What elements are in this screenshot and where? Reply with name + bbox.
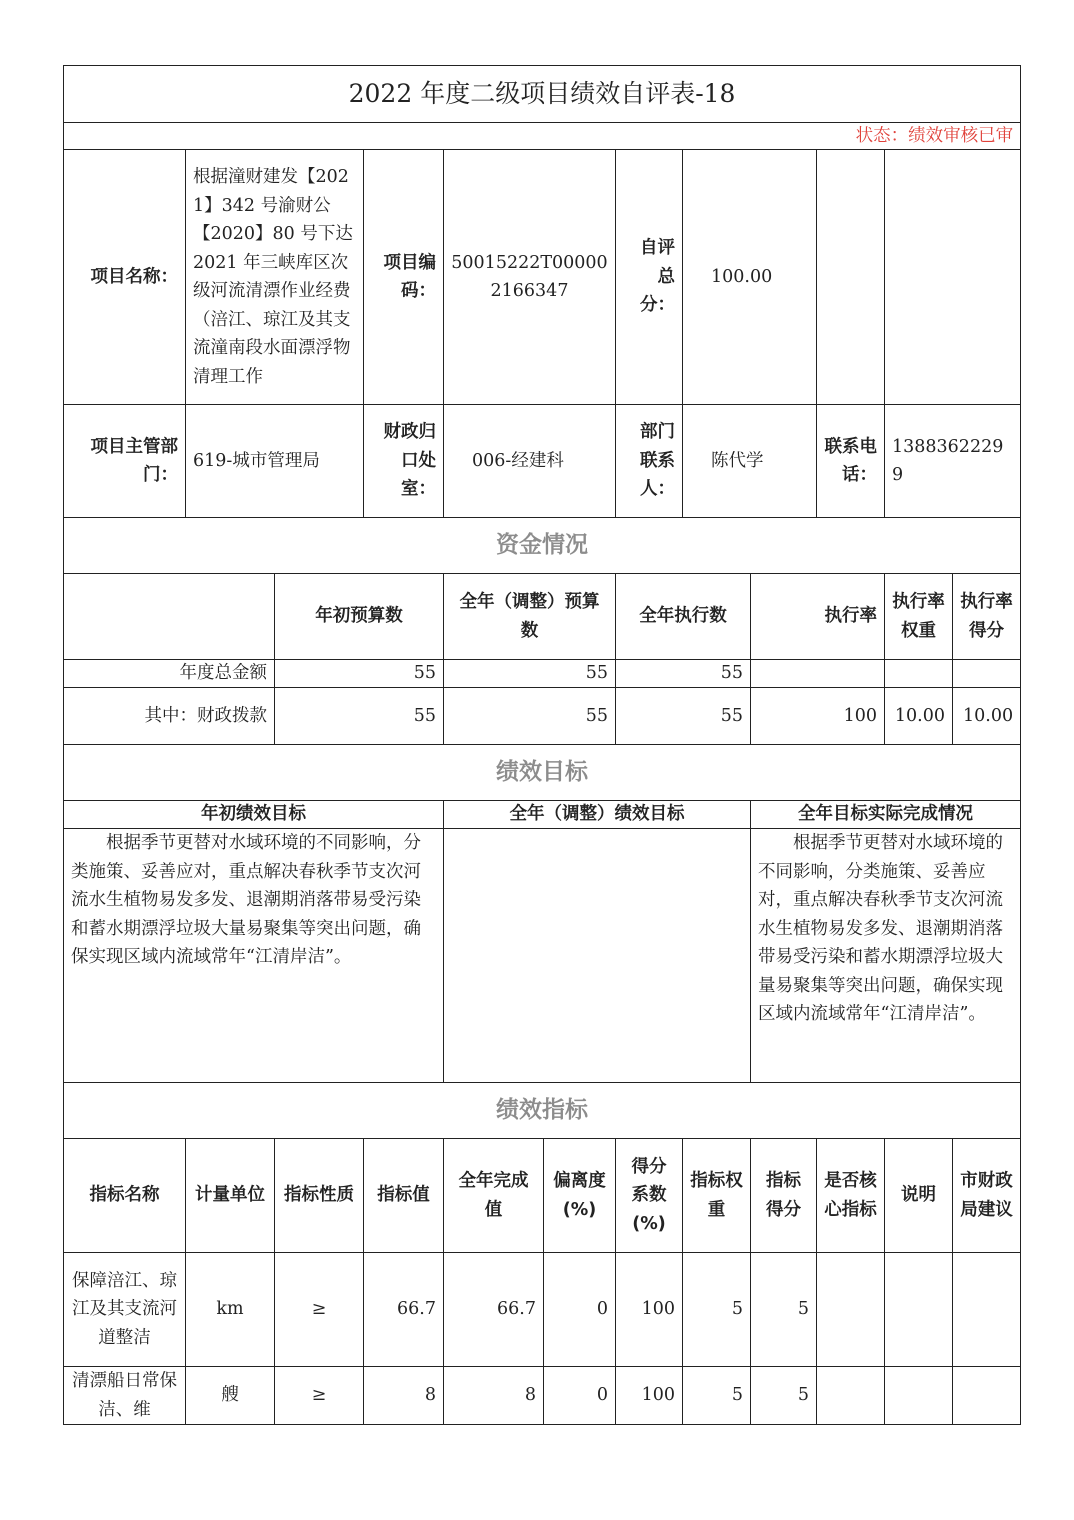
funds-score-value: 10.00 bbox=[953, 688, 1021, 745]
indicator-header-deviation: 偏离度(%) bbox=[544, 1139, 616, 1253]
indicator-advice bbox=[953, 1253, 1021, 1367]
indicator-weight: 5 bbox=[683, 1253, 751, 1367]
funds-header-adjusted-budget: 全年（调整）预算数 bbox=[444, 574, 616, 660]
indicator-header-actual: 全年完成值 bbox=[444, 1139, 544, 1253]
finance-office-value: 006-经建科 bbox=[444, 405, 616, 518]
project-name-label: 项目名称： bbox=[64, 150, 186, 405]
finance-office-label: 财政归口处室： bbox=[364, 405, 444, 518]
funds-row-label: 其中：财政拨款 bbox=[64, 688, 275, 745]
indicator-core bbox=[817, 1367, 885, 1425]
indicator-header-advice: 市财政局建议 bbox=[953, 1139, 1021, 1253]
empty-cell bbox=[817, 150, 885, 405]
section-title-goals: 绩效目标 bbox=[64, 745, 1021, 801]
document-title: 2022 年度二级项目绩效自评表-18 bbox=[64, 66, 1021, 123]
funds-row-label: 年度总金额 bbox=[64, 660, 275, 688]
indicator-value: 8 bbox=[364, 1367, 444, 1425]
goals-header-actual: 全年目标实际完成情况 bbox=[751, 801, 1021, 829]
indicator-header-core: 是否核心指标 bbox=[817, 1139, 885, 1253]
goals-initial-text: 根据季节更替对水域环境的不同影响，分类施策、妥善应对，重点解决春秋季节支次河流水生植物易发多发、退潮期消落带易受污染和蓄水期漂浮垃圾大量易聚集等突出问题，确保实现区域内流域常年“江清岸洁”。 bbox=[64, 829, 444, 1083]
indicator-weight: 5 bbox=[683, 1367, 751, 1425]
project-code-label: 项目编码： bbox=[364, 150, 444, 405]
indicator-actual: 66.7 bbox=[444, 1253, 544, 1367]
indicator-score: 5 bbox=[751, 1253, 817, 1367]
indicator-header-value: 指标值 bbox=[364, 1139, 444, 1253]
indicator-coef: 100 bbox=[616, 1367, 683, 1425]
indicator-score: 5 bbox=[751, 1367, 817, 1425]
indicator-core bbox=[817, 1253, 885, 1367]
indicator-coef: 100 bbox=[616, 1253, 683, 1367]
indicator-nature: ≥ bbox=[275, 1367, 364, 1425]
funds-adjusted-value: 55 bbox=[444, 688, 616, 745]
contact-person-value: 陈代学 bbox=[683, 405, 817, 518]
funds-weight-value: 10.00 bbox=[885, 688, 953, 745]
indicator-value: 66.7 bbox=[364, 1253, 444, 1367]
funds-row-fiscal bbox=[64, 688, 1021, 745]
indicator-header-coef: 得分系数(%) bbox=[616, 1139, 683, 1253]
funds-header-rate-score: 执行率得分 bbox=[953, 574, 1021, 660]
indicator-header-name: 指标名称 bbox=[64, 1139, 186, 1253]
goals-header-initial: 年初绩效目标 bbox=[64, 801, 444, 829]
contact-person-label: 部门联系人： bbox=[616, 405, 683, 518]
funds-initial-value: 55 bbox=[275, 660, 444, 688]
indicator-row bbox=[64, 1367, 1021, 1425]
status-badge: 状态：绩效审核已审 bbox=[64, 123, 1021, 150]
indicator-header-nature: 指标性质 bbox=[275, 1139, 364, 1253]
contact-phone-label: 联系电话： bbox=[817, 405, 885, 518]
funds-header-initial-budget: 年初预算数 bbox=[275, 574, 444, 660]
indicator-header-weight: 指标权重 bbox=[683, 1139, 751, 1253]
department-value: 619-城市管理局 bbox=[186, 405, 364, 518]
indicator-deviation: 0 bbox=[544, 1253, 616, 1367]
contact-phone-value: 13883622299 bbox=[885, 405, 1021, 518]
empty-cell bbox=[885, 150, 1021, 405]
indicator-deviation: 0 bbox=[544, 1367, 616, 1425]
section-title-funds: 资金情况 bbox=[64, 518, 1021, 574]
project-name-value: 根据潼财建发【2021】342 号渝财公【2020】80 号下达 2021 年三峡库区次级河流清漂作业经费（涪江、琼江及其支流潼南段水面漂浮物清理工作 bbox=[186, 150, 364, 405]
indicator-note bbox=[885, 1253, 953, 1367]
funds-score-value bbox=[953, 660, 1021, 688]
indicator-name: 保障涪江、琼江及其支流河道整洁 bbox=[64, 1253, 186, 1367]
indicator-header-note: 说明 bbox=[885, 1139, 953, 1253]
funds-rate-value: 100 bbox=[751, 688, 885, 745]
funds-adjusted-value: 55 bbox=[444, 660, 616, 688]
funds-rate-value bbox=[751, 660, 885, 688]
funds-executed-value: 55 bbox=[616, 660, 751, 688]
performance-evaluation-sheet bbox=[63, 65, 1021, 1425]
indicator-unit: km bbox=[186, 1253, 275, 1367]
indicator-name: 清漂船日常保洁、维 bbox=[64, 1367, 186, 1425]
funds-header-executed: 全年执行数 bbox=[616, 574, 751, 660]
indicator-header-unit: 计量单位 bbox=[186, 1139, 275, 1253]
indicator-note bbox=[885, 1367, 953, 1425]
funds-initial-value: 55 bbox=[275, 688, 444, 745]
section-title-indicators: 绩效指标 bbox=[64, 1083, 1021, 1139]
indicator-header-score: 指标得分 bbox=[751, 1139, 817, 1253]
funds-header-blank bbox=[64, 574, 275, 660]
funds-row-total bbox=[64, 660, 1021, 688]
indicator-actual: 8 bbox=[444, 1367, 544, 1425]
department-label: 项目主管部门： bbox=[64, 405, 186, 518]
goals-adjusted-text bbox=[444, 829, 751, 1083]
funds-header-rate-weight: 执行率权重 bbox=[885, 574, 953, 660]
indicator-unit: 艘 bbox=[186, 1367, 275, 1425]
goals-header-adjusted: 全年（调整）绩效目标 bbox=[444, 801, 751, 829]
funds-executed-value: 55 bbox=[616, 688, 751, 745]
self-score-label: 自评总分： bbox=[616, 150, 683, 405]
project-code-value: 50015222T000002166347 bbox=[444, 150, 616, 405]
indicator-row bbox=[64, 1253, 1021, 1367]
goals-actual-text: 根据季节更替对水域环境的不同影响，分类施策、妥善应对，重点解决春秋季节支次河流水生植物易发多发、退潮期消落带易受污染和蓄水期漂浮垃圾大量易聚集等突出问题，确保实现区域内流域常年“江清岸洁”。 bbox=[751, 829, 1021, 1083]
funds-weight-value bbox=[885, 660, 953, 688]
indicator-advice bbox=[953, 1367, 1021, 1425]
indicator-nature: ≥ bbox=[275, 1253, 364, 1367]
self-score-value: 100.00 bbox=[683, 150, 817, 405]
funds-header-execution-rate: 执行率 bbox=[751, 574, 885, 660]
